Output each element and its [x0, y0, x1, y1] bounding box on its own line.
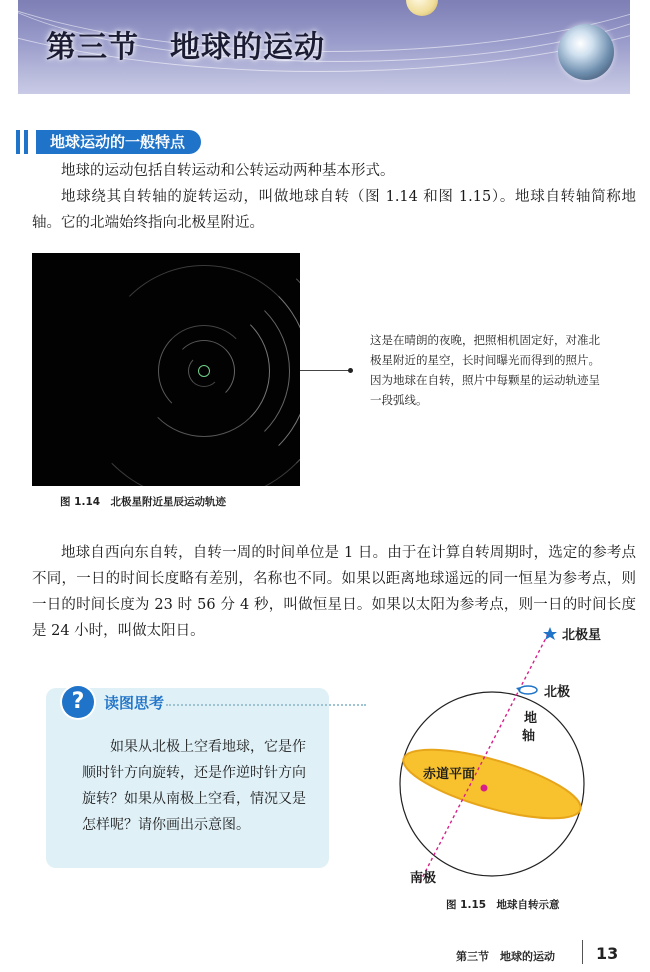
axis-label: 轴 [522, 729, 536, 744]
earth-center-dot [481, 785, 488, 792]
callout-leader-dot [348, 368, 353, 373]
south-pole-label: 南极 [410, 871, 437, 886]
polaris-star-icon [543, 627, 557, 640]
section-heading-label: 地球运动的一般特点 [36, 130, 201, 154]
star-trail-arc [48, 253, 300, 486]
earth-image [558, 24, 614, 80]
think-box-title: 读图思考 [104, 694, 165, 712]
axis-label: 地 [524, 711, 538, 726]
chapter-banner [18, 0, 630, 94]
heading-bar [16, 130, 20, 154]
callout-leader-line [300, 370, 350, 371]
footer-divider [582, 940, 583, 964]
running-footer: 第三节 地球的运动 [456, 950, 555, 963]
earth-rotation-diagram [380, 620, 640, 920]
body-paragraph: 地球自西向东自转，自转一周的时间单位是 1 日。由于在计算自转周期时，选定的参考点不同，一日的时间长度略有差别，名称也不同。如果以距离地球遥远的同一恒星为参考点，则一日的时间长度为 23 时 56 分 4 秒，叫做恒星日。如果以太阳为参考点，则一日的时间长度是 24 小时，叫做太阳日。 [32, 545, 636, 639]
equator-plane [397, 736, 587, 833]
body-paragraph: 地球的运动包括自转运动和公转运动两种基本形式。 [61, 163, 395, 179]
equator-plane-label: 赤道平面 [423, 767, 476, 782]
star-trail-photo [32, 253, 300, 486]
north-pole-label: 北极 [544, 685, 571, 700]
page-number: 13 [596, 944, 619, 963]
rotation-arrow-icon [519, 686, 537, 694]
body-paragraph: 地球绕其自转轴的旋转运动，叫做地球自转（图 1.14 和图 1.15）。地球自转轴简称地轴。它的北端始终指向北极星附近。 [32, 189, 636, 231]
heading-bar [24, 130, 28, 154]
page-title: 第三节 地球的运动 [46, 30, 325, 65]
figure-caption: 图 1.15 地球自转示意 [446, 899, 560, 911]
think-box-divider [166, 704, 366, 706]
photo-callout-text: 这是在晴朗的夜晚，把照相机固定好，对准北极星附近的星空，长时间曝光而得到的照片。因为地球在自转，照片中每颗星的运动轨迹呈一段弧线。 [370, 333, 600, 407]
question-mark-icon: ? [62, 686, 94, 718]
think-box-question: 如果从北极上空看地球，它是作顺时针方向旋转，还是作逆时针方向旋转？如果从南极上空看，情况又是怎样呢？请你画出示意图。 [82, 739, 306, 833]
polaris-label: 北极星 [562, 628, 602, 643]
figure-caption: 图 1.14 北极星附近星辰运动轨迹 [60, 496, 227, 508]
